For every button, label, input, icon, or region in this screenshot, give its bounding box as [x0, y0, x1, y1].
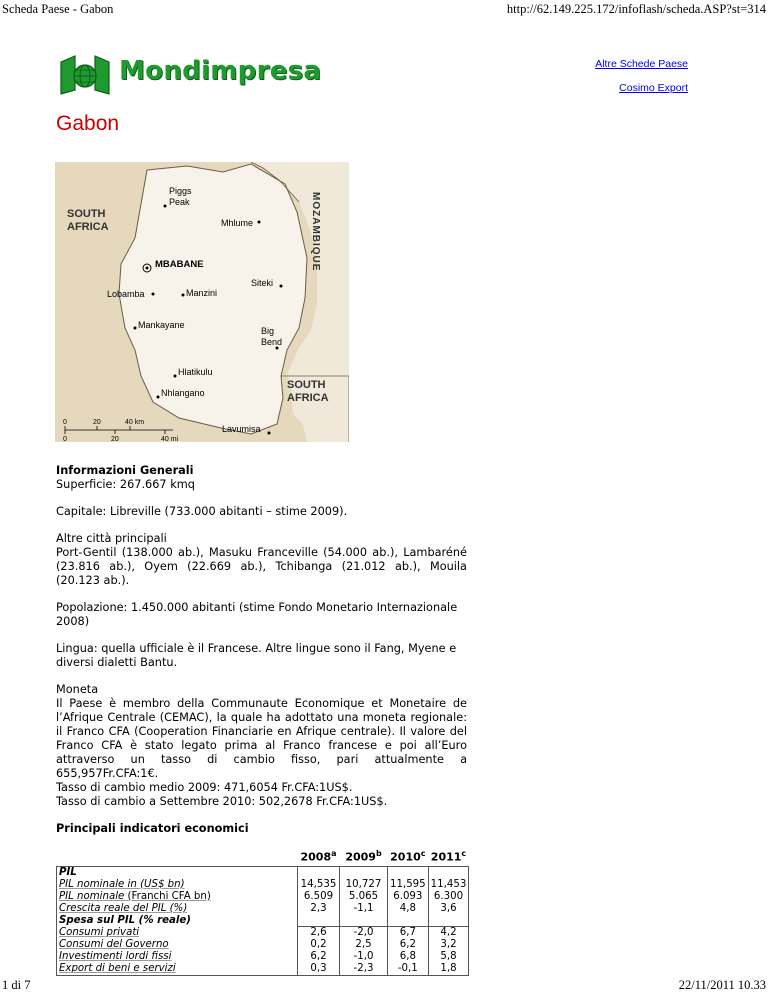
- label-consumi-governo: Consumi del Governo: [59, 938, 169, 950]
- indicators-heading: Principali indicatori economici: [56, 822, 249, 835]
- country-title: Gabon: [56, 112, 120, 135]
- col-2009: 2009$^b$: [345, 849, 382, 864]
- col-2011: 2011$^c$: [430, 849, 467, 864]
- altre-citta-title: Altre città principali: [56, 532, 167, 545]
- values-2011-g1: 11,453 6.300 3,6: [428, 866, 469, 927]
- globe-logo-icon: [55, 52, 115, 96]
- moneta-title: Moneta: [56, 683, 99, 696]
- capitale: Capitale: Libreville (733.000 abitanti – stime 2009).: [56, 505, 348, 518]
- print-datetime: 22/11/2011 10.33: [678, 978, 766, 992]
- values-2010-g1: 11,595 6.093 4,8: [388, 866, 429, 927]
- map-label-south-africa-4: AFRICA: [287, 392, 329, 404]
- map-label-manzini: Manzini: [186, 288, 218, 298]
- country-map: [55, 162, 349, 442]
- scale-km-20: 20: [93, 419, 101, 426]
- row-labels-group-2: [57, 927, 298, 976]
- map-label-piggs: Piggs: [169, 186, 192, 196]
- values-2010-g2: 6,7 6,2 6,8 -0,1: [388, 927, 429, 976]
- label-crescita: Crescita reale del PIL (%): [59, 902, 188, 914]
- mondimpresa-logo[interactable]: [55, 52, 322, 96]
- map-label-bend: Bend: [261, 337, 283, 347]
- general-info: [56, 464, 467, 846]
- label-pil-nominale-usd: PIL nominale in (US$ bn): [59, 878, 185, 890]
- row-labels-group-1: [57, 866, 298, 927]
- map-label-mozambique: MOZAMBIQUE: [310, 192, 321, 272]
- tasso-cambio-2009: Tasso di cambio medio 2009: 471,6054 Fr.CFA:1US$.: [56, 781, 353, 794]
- map-label-siteki: Siteki: [251, 278, 274, 288]
- scale-mi-40: 40 mi: [161, 436, 179, 442]
- values-2009-g1: 10,727 5.065 -1,1: [340, 866, 388, 927]
- col-2010: 2010$^c$: [390, 849, 426, 864]
- tasso-cambio-2010: Tasso di cambio a Settembre 2010: 502,2678 Fr.CFA:1US$.: [56, 795, 388, 808]
- label-investimenti: Investimenti lordi fissi: [59, 950, 172, 962]
- top-links: [595, 58, 688, 94]
- map-label-mbabane: MBABANE: [155, 259, 204, 270]
- map-label-mankayane: Mankayane: [138, 320, 185, 330]
- label-pil-nominale-cfa: PIL nominale (Franchi CFA bn): [59, 890, 211, 902]
- label-consumi-privati: Consumi privati: [59, 926, 140, 938]
- table-row: [57, 866, 469, 927]
- label-export: Export di beni e servizi: [59, 962, 176, 974]
- map-label-peak: Peak: [169, 197, 190, 207]
- indicators-table: [56, 848, 469, 976]
- scale-mi-20: 20: [111, 436, 119, 442]
- moneta-text: Il Paese è membro della Communaute Economique et Monetaire de l’Afrique Centrale (CEMAC), la quale ha adottato una moneta regionale: il Franco CFA (Cooperation Financiarie en Afrique centrale). Il valore del Franco CFA è stato legato prima al Franco francese e poi all’Euro attraverso un tasso di cambio fisso, pari attualmente a 655,957Fr.CFA:1€.: [56, 697, 467, 780]
- cosimo-export-link[interactable]: Cosimo Export: [619, 82, 688, 94]
- general-info-heading: Informazioni Generali: [56, 464, 194, 477]
- map-label-big: Big: [261, 326, 275, 336]
- map-label-lobamba: Lobamba: [107, 289, 145, 299]
- scale-km-40: 40 km: [125, 419, 145, 426]
- popolazione: Popolazione: 1.450.000 abitanti (stime Fondo Monetario Internazionale 2008): [56, 601, 458, 628]
- col-2008: 2008$^a$: [300, 849, 337, 864]
- altre-schede-paese-link[interactable]: Altre Schede Paese: [595, 58, 688, 70]
- values-2008-g1: 14,535 6.509 2,3: [298, 866, 340, 927]
- map-label-hlatikulu: Hlatikulu: [178, 367, 213, 377]
- values-2008-g2: 2,6 0,2 6,2 0,3: [298, 927, 340, 976]
- values-2011-g2: 4,2 3,2 5,8 1,8: [428, 927, 469, 976]
- map-label-lavumisa: Lavumisa: [222, 424, 261, 434]
- values-2009-g2: -2,0 2,5 -1,0 -2,3: [340, 927, 388, 976]
- browser-url: http://62.149.225.172/infoflash/scheda.ASP?st=314: [506, 2, 766, 16]
- browser-page-title: Scheda Paese - Gabon: [2, 2, 114, 16]
- map-label-mhlume: Mhlume: [221, 218, 254, 228]
- map-label-south-africa-2: AFRICA: [67, 221, 109, 233]
- logo-text: Mondimpresa: [119, 56, 322, 86]
- label-spesa: Spesa sul PIL (% reale): [59, 914, 191, 926]
- label-pil: PIL: [59, 866, 77, 878]
- page-number: 1 di 7: [2, 978, 31, 992]
- map-label-nhlangano: Nhlangano: [161, 388, 205, 398]
- altre-citta-text: Port-Gentil (138.000 ab.), Masuku Franceville (54.000 ab.), Lambaréné (23.816 ab.), Oyem (22.669 ab.), Tchibanga (21.012 ab.), Mouila (20.123 ab.).: [56, 546, 467, 587]
- scale-km-0: 0: [63, 419, 67, 426]
- map-label-south-africa-3: SOUTH: [287, 379, 326, 391]
- map-label-south-africa-1: SOUTH: [67, 208, 106, 220]
- table-row: [57, 927, 469, 976]
- lingua: Lingua: quella ufficiale è il Francese. Altre lingue sono il Fang, Myene e diversi dialetti Bantu.: [56, 642, 457, 669]
- superficie: Superficie: 267.667 kmq: [56, 478, 195, 491]
- scale-mi-0: 0: [63, 436, 67, 442]
- table-header-row: [57, 848, 469, 866]
